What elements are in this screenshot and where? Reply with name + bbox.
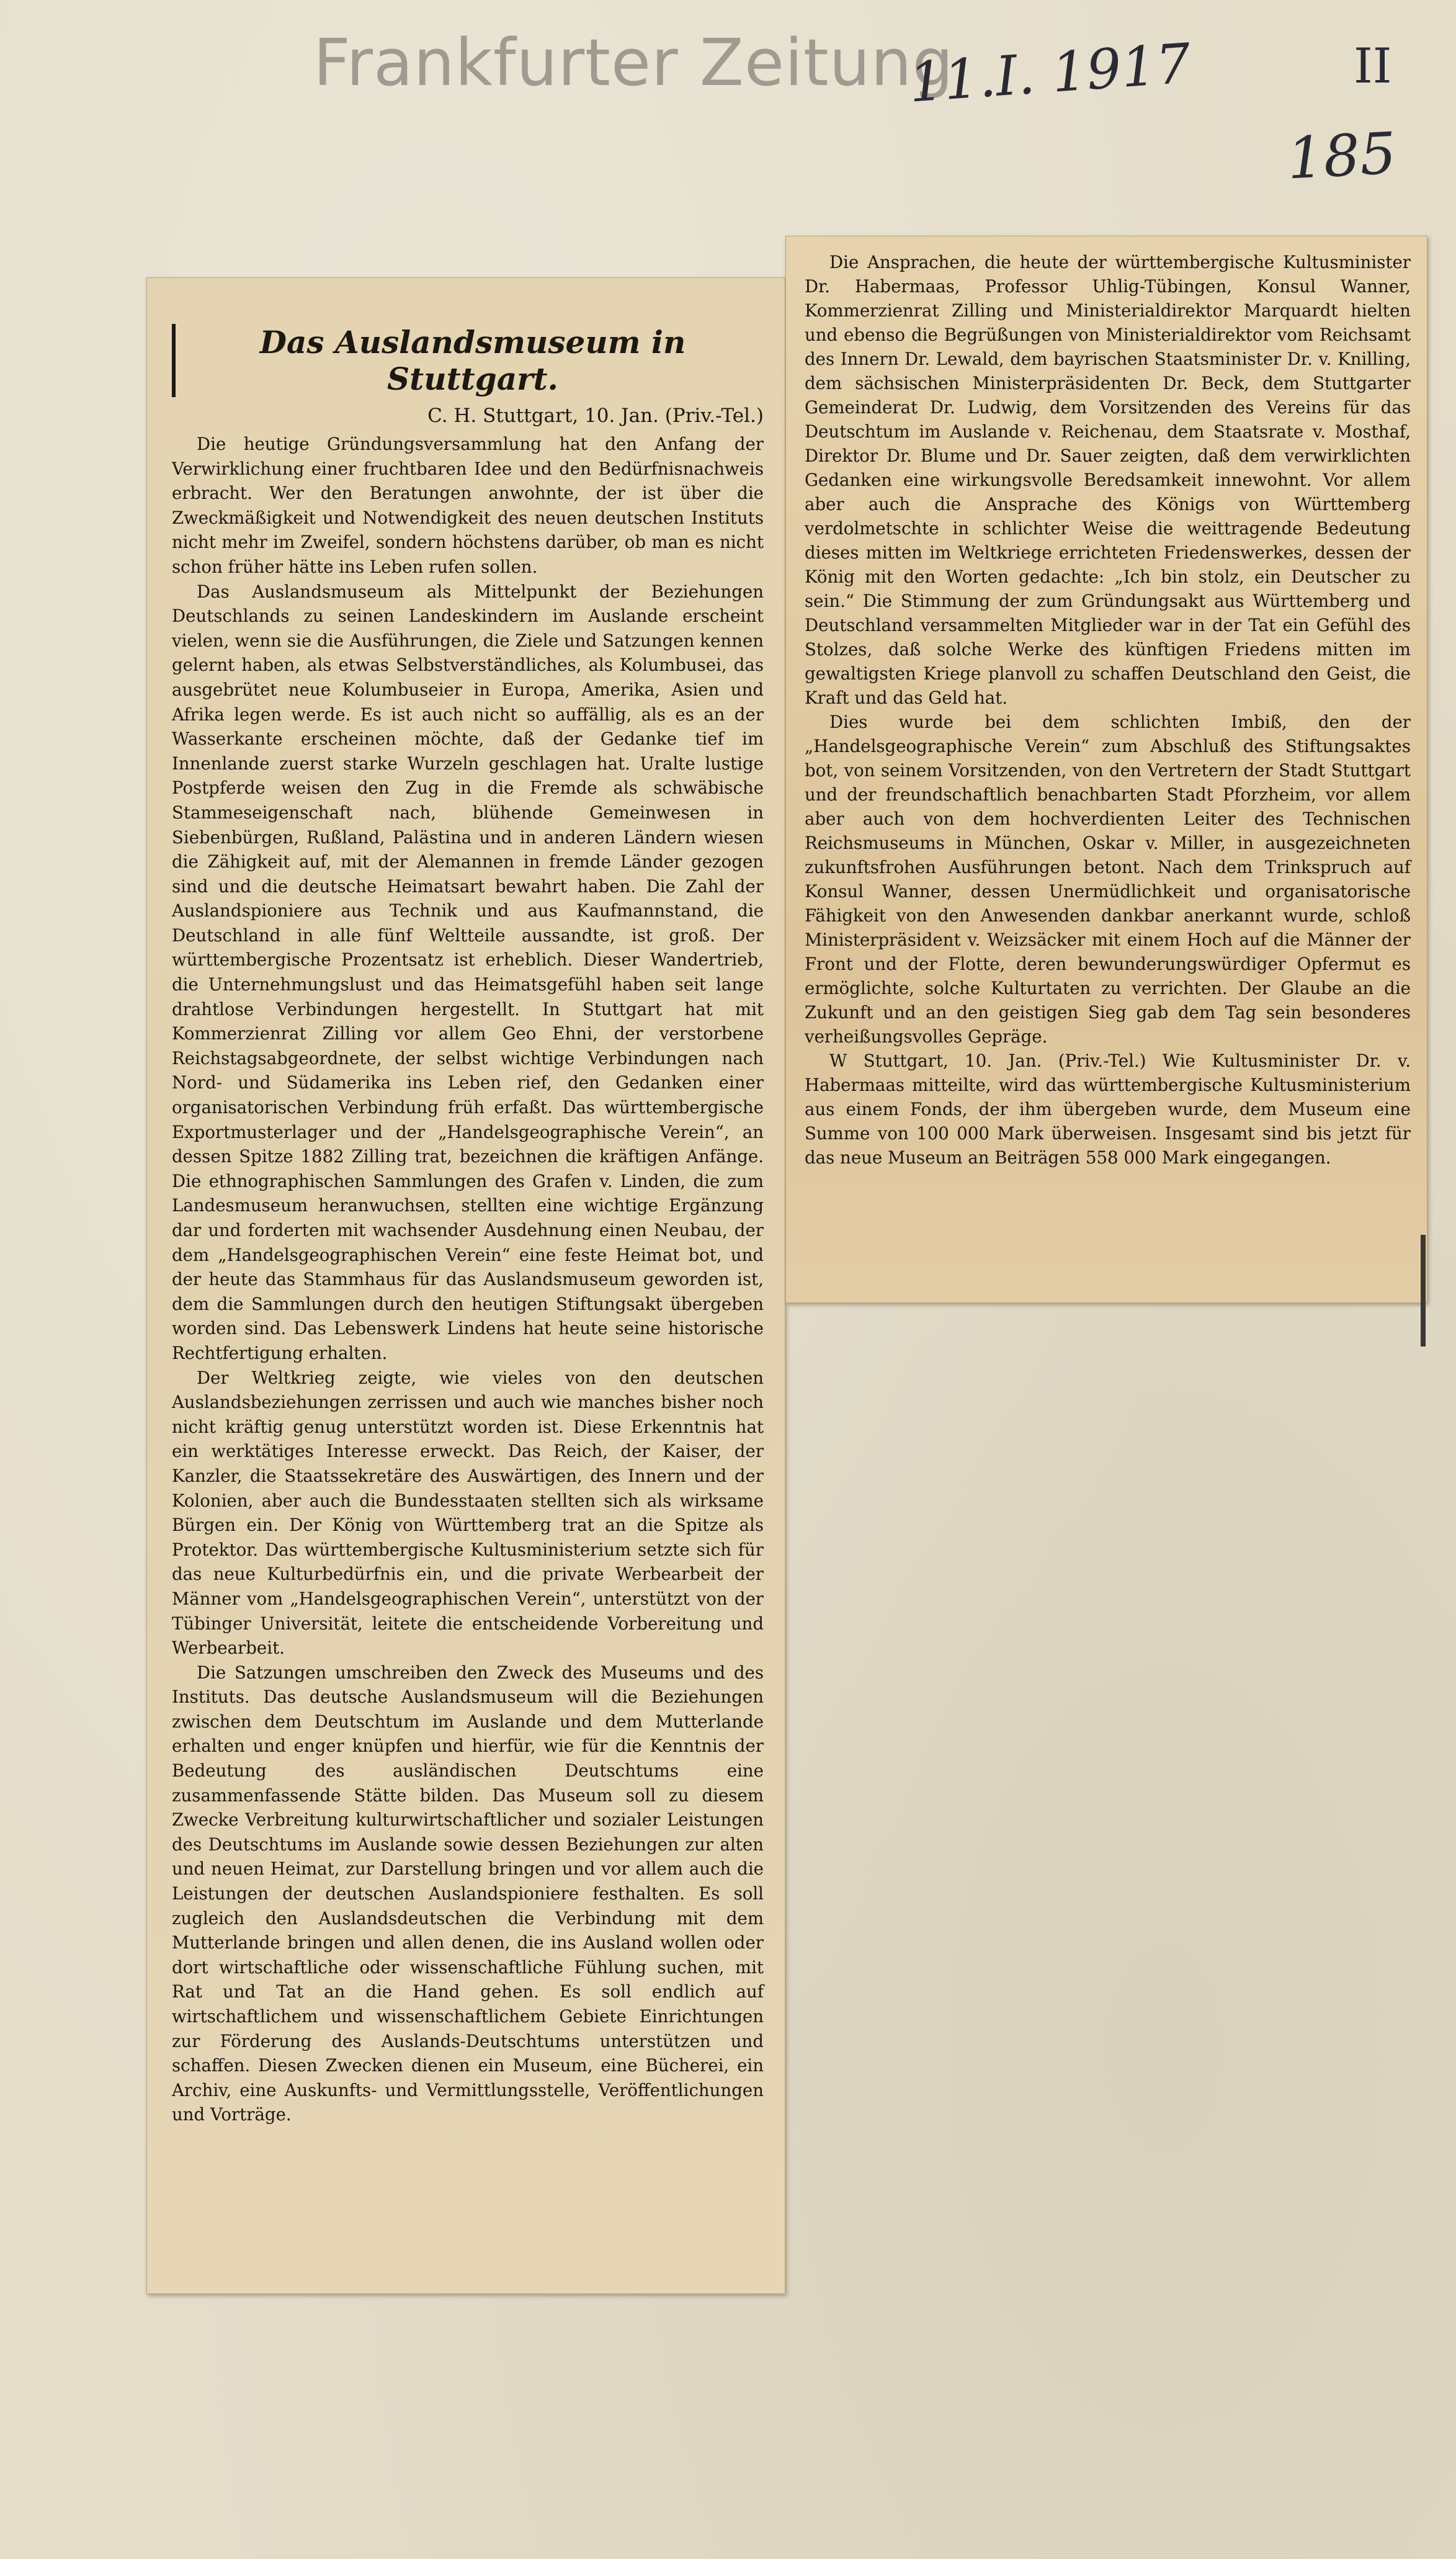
handwritten-folio-number: 185 xyxy=(1285,120,1398,192)
margin-ink-mark xyxy=(1421,1235,1426,1347)
article-paragraph: Das Auslandsmuseum als Mittelpunkt der Beziehungen Deutschlands zu seinen Landeskindern im Auslande erscheint vielen, wenn sie die Ausführungen, die Ziele und Satzungen kennen gelernt haben, als etwas Selbstverständliches, als Kolumbusei, das ausgebrütet neue Kolumbuseier in Europa, Amerika, Asien und Afrika legen werde. Es ist auch nicht so auffällig, als es an der Wasserkante erscheinen möchte, daß der Gedanke tief im Innenlande zuerst starke Wurzeln geschlagen hat. Uralte lustige Postpferde weisen den Zug in die Fremde als schwäbische Stammeseigenschaft nach, blühende Gemeinwesen in Siebenbürgen, Rußland, Palästina und in anderen Ländern wiesen die Zähigkeit auf, mit der Alemannen in fremde Länder gezogen sind und die deutsche Heimatsart bewahrt haben. Die Zahl der Auslandspioniere aus Technik und aus Kaufmannstand, die Deutschland in alle fünf Weltteile aussandte, ist groß. Der württembergische Prozentsatz ist erheblich. Dieser Wandertrieb, die Unternehmungslust und das Heimatsgefühl haben seit lange drahtlose Verbindungen hergestellt. In Stuttgart hat mit Kommerzienrat Zilling vor allem Geo Ehni, der verstorbene Reichstagsabgeordnete, der selbst wichtige Verbindungen nach Nord- und Südamerika ins Leben rief, den Gedanken einer organisatorischen Verbindung früh erfaßt. Das württembergische Exportmusterlager und der „Handelsgeographische Verein“, an dessen Spitze 1882 Zilling trat, bezeichnen die kräftigen Anfänge. Die ethnographischen Sammlungen des Grafen v. Linden, die zum Landesmuseum heranwuchsen, stellten eine wichtige Ergänzung dar und forderten mit wachsender Ausdehnung einen Neubau, der dem „Handelsgeographischen Verein“ eine feste Heimat bot, und der heute das Stammhaus für das Auslandsmuseum geworden ist, dem die Sammlungen durch den heutigen Stiftungsakt übergeben worden sind. Das Lebenswerk Lindens hat heute seine historische Rechtfertigung erhalten. xyxy=(172,581,764,1363)
article-paragraph: Dies wurde bei dem schlichten Imbiß, den der „Handelsgeographische Verein“ zum Abschluß des Stiftungsaktes bot, von seinem Vorsitzenden, von den Vertretern der Stadt Stuttgart und der freundschaftlich benachbarten Stadt Pforzheim, vor allem aber auch von dem hochverdienten Leiter des Technischen Reichsmuseums in München, Oskar v. Miller, in ausgezeichneten zukunftsfrohen Ausführungen betont. Nach dem Trinkspruch auf Konsul Wanner, dessen Unermüdlichkeit und organisatorische Fähigkeit von den Anwesenden dankbar anerkannt wurde, schloß Ministerpräsident v. Weizsäcker mit einem Hoch auf die Männer der Front und der Flotte, deren bewunderungswürdiger Opfermut es ermöglichte, solche Kulturtaten zu verrichten. Der Glaube an die Zukunft und an den geistigen Sieg gab dem Tag sein besonderes verheißungsvolles Gepräge. xyxy=(805,712,1411,1047)
handwritten-sheet-mark: II xyxy=(1354,38,1392,94)
newspaper-stamp: Frankfurter Zeitung xyxy=(313,25,954,101)
article-paragraph: Die Satzungen umschreiben den Zweck des Museums und des Instituts. Das deutsche Auslandsmuseum will die Beziehungen zwischen dem Deutschtum im Auslande und dem Mutterlande erhalten und enger knüpfen und hierfür, wie für die Kenntnis der Bedeutung des ausländischen Deutschtums eine zusammenfassende Stätte bilden. Das Museum soll zu diesem Zwecke Verbreitung kulturwirtschaftlicher und sozialer Leistungen des Deutschtums im Auslande sowie dessen Beziehungen zur alten und neuen Heimat, zur Darstellung bringen und vor allem auch die Leistungen der deutschen Auslandspioniere festhalten. Es soll zugleich den Auslandsdeutschen die Verbindung mit dem Mutterlande bringen und allen denen, die ins Ausland wollen oder dort wirtschaftliche oder wissenschaftliche Fühlung suchen, mit Rat und Tat an die Hand gehen. Es soll endlich auf wirtschaftlichem und wissenschaftlichem Gebiete Einrichtungen zur Förderung des Auslands-Deutschtums unterstützen und schaffen. Diesen Zwecken dienen ein Museum, eine Bücherei, ein Archiv, eine Auskunfts- und Vermittlungsstelle, Veröffentlichungen und Vorträge. xyxy=(172,1662,764,2125)
clipping-left-column xyxy=(146,277,785,2294)
article-paragraph: W Stuttgart, 10. Jan. (Priv.-Tel.) Wie Kultusminister Dr. v. Habermaas mitteilte, wird das württembergische Kultusministerium aus einem Fonds, der ihm übergeben wurde, dem Museum eine Summe von 100 000 Mark überweisen. Insgesamt sind bis jetzt für das neue Museum an Beiträgen 558 000 Mark eingegangen. xyxy=(805,1051,1411,1168)
article-title: Das Auslandsmuseum in Stuttgart. xyxy=(172,324,764,397)
article-paragraph: Die Ansprachen, die heute der württembergische Kultusminister Dr. Habermaas, Professor Uhlig-Tübingen, Konsul Wanner, Kommerzienrat Zilling und Ministerialdirektor Marquardt hielten und ebenso die Begrüßungen von Ministerialdirektor vom Reichsamt des Innern Dr. Lewald, dem bayrischen Staatsminister Dr. v. Knilling, dem sächsischen Ministerpräsidenten Dr. Beck, dem Stuttgarter Gemeinderat Dr. Ludwig, dem Vorsitzenden des Vereins für das Deutschtum im Auslande v. Reichenau, dem Staatsrate v. Mosthaf, Direktor Dr. Blume und Dr. Sauer zeigten, daß dem verwirklichten Gedanken eine wirkungsvolle Beredsamkeit innewohnt. Vor allem aber auch die Ansprache des Königs von Württemberg verdolmetschte in schlichter Weise die weittragende Bedeutung dieses mitten im Weltkriege errichteten Friedenswerkes, dessen der König mit den Worten gedachte: „Ich bin stolz, ein Deutscher zu sein.“ Die Stimmung der zum Gründungsakt aus Württemberg und Deutschland versammelten Mitglieder war in der Tat ein Gefühl des Stolzes, daß solche Werke des künftigen Friedens mitten im gewaltigsten Kriege planvoll zu schaffen Deutschland den Geist, die Kraft und das Geld hat. xyxy=(805,252,1411,708)
article-dateline: C. H. Stuttgart, 10. Jan. (Priv.-Tel.) xyxy=(427,405,764,427)
clipping-right-column xyxy=(785,236,1427,1303)
handwritten-date: 11.I. 1917 xyxy=(906,31,1193,115)
article-paragraph: Der Weltkrieg zeigte, wie vieles von den deutschen Auslandsbeziehungen zerrissen und auch wie manches bisher noch nicht kräftig genug unterstützt worden ist. Diese Erkenntnis hat ein werktätiges Interesse erweckt. Das Reich, der Kaiser, der Kanzler, die Staatssekretäre des Auswärtigen, des Innern und der Kolonien, aber auch die Bundesstaaten stellten sich als wirksame Bürgen ein. Der König von Württemberg trat an die Spitze als Protektor. Das württembergische Kultusministerium setzte sich für das neue Kulturbedürfnis ein, und die private Werbearbeit der Männer vom „Handelsgeographischen Verein“, unterstützt von der Tübinger Universität, leitete die entscheidende Vorbereitung und Werbearbeit. xyxy=(172,1367,764,1659)
article-paragraph: Die heutige Gründungsversammlung hat den Anfang der Verwirklichung einer fruchtbaren Idee und den Bedürfnisnachweis erbracht. Wer den Beratungen anwohnte, der ist über die Zweckmäßigkeit und Notwendigkeit des neuen deutschen Instituts nicht mehr im Zweifel, sondern höchstens darüber, ob man es nicht schon früher hätte ins Leben rufen sollen. xyxy=(172,434,764,577)
